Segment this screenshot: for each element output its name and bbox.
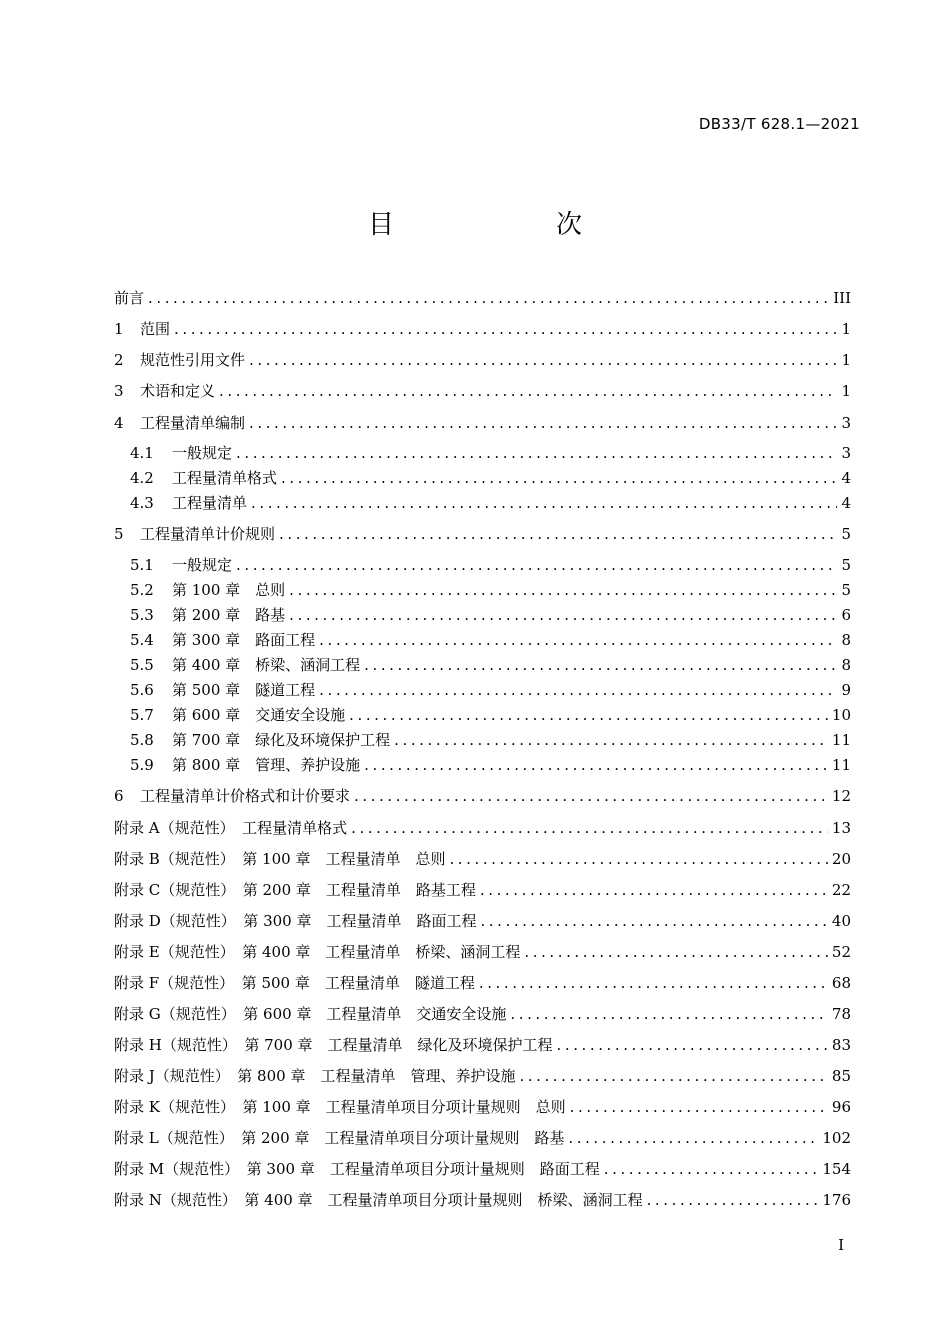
toc-entry-title: 附录 K（规范性） 第 100 章 工程量清单项目分项计量规则 总则 [114,1098,566,1116]
toc-dot-leader [148,287,829,309]
toc-entry-page: 22 [831,881,851,899]
toc-entry[interactable] [114,412,851,434]
toc-entry-page: 52 [831,943,851,961]
toc-entry-number: 4 [114,414,124,432]
toc-entry-title: 工程量清单 [172,494,248,512]
toc-entry-page: 3 [841,414,851,432]
toc-entry-title: 第 700 章 绿化及环境保护工程 [172,731,391,749]
toc-dot-leader [647,1189,819,1211]
toc-entry-title: 第 800 章 管理、养护设施 [172,756,361,774]
toc-entry[interactable] [130,442,851,464]
toc-entry-page: 1 [841,320,851,338]
toc-entry-page: 8 [841,631,851,649]
toc-entry-number: 5.3 [130,606,154,624]
toc-entry-page: 1 [841,351,851,369]
toc-entry-number: 5 [114,525,124,543]
toc-entry[interactable] [130,729,851,751]
toc-dot-leader [364,754,828,776]
toc-dot-leader [281,467,837,489]
toc-entry-page: 11 [831,756,851,774]
toc-entry[interactable] [130,604,851,626]
toc-entry-title: 一般规定 [172,444,233,462]
toc-dot-leader [289,604,837,626]
toc-entry-number: 4.3 [130,494,154,512]
toc-entry[interactable] [114,287,851,309]
toc-entry-page: III [833,289,851,307]
toc-dot-leader [519,1065,827,1087]
toc-entry-title: 附录 F（规范性） 第 500 章 工程量清单 隧道工程 [114,974,475,992]
toc-dot-leader [524,941,828,963]
table-of-contents [114,0,851,1344]
toc-entry-number: 5.7 [130,706,154,724]
toc-entry-title: 第 100 章 总则 [172,581,286,599]
toc-entry-title: 附录 E（规范性） 第 400 章 工程量清单 桥梁、涵洞工程 [114,943,521,961]
toc-entry[interactable] [130,629,851,651]
toc-entry-number: 4.1 [130,444,154,462]
toc-entry[interactable] [114,1158,851,1180]
toc-entry-page: 10 [831,706,851,724]
toc-entry[interactable] [114,785,851,807]
toc-entry-title: 附录 B（规范性） 第 100 章 工程量清单 总则 [114,850,446,868]
toc-dot-leader [394,729,828,751]
toc-entry-page: 12 [831,787,851,805]
toc-entry[interactable] [114,1127,851,1149]
toc-entry-title: 附录 G（规范性） 第 600 章 工程量清单 交通安全设施 [114,1005,507,1023]
toc-dot-leader [604,1158,819,1180]
toc-entry[interactable] [130,554,851,576]
toc-entry-title: 工程量清单格式 [172,469,278,487]
toc-entry-title: 前言 [114,289,145,307]
toc-entry-page: 5 [841,581,851,599]
standard-code: DB33/T 628.1—2021 [698,115,860,133]
toc-entry[interactable] [130,467,851,489]
toc-entry-title: 一般规定 [172,556,233,574]
toc-dot-leader [319,679,837,701]
toc-entry-page: 83 [831,1036,851,1054]
toc-entry-page: 78 [831,1005,851,1023]
toc-entry-title: 第 200 章 路基 [172,606,286,624]
page-title: 目 次 [367,210,650,240]
toc-entry[interactable] [114,879,851,901]
toc-entry-number: 5.4 [130,631,154,649]
toc-entry[interactable] [114,1065,851,1087]
toc-entry-title: 第 300 章 路面工程 [172,631,316,649]
toc-entry-title: 范围 [140,320,171,338]
toc-entry-number: 5.9 [130,756,154,774]
toc-dot-leader [279,523,837,545]
toc-entry-page: 13 [831,819,851,837]
toc-entry-title: 附录 M（规范性） 第 300 章 工程量清单项目分项计量规则 路面工程 [114,1160,600,1178]
toc-entry-number: 5.8 [130,731,154,749]
toc-dot-leader [249,349,837,371]
toc-dot-leader [289,579,837,601]
toc-entry[interactable] [114,972,851,994]
toc-entry-page: 5 [841,556,851,574]
toc-entry[interactable] [114,318,851,340]
toc-dot-leader [349,704,828,726]
toc-entry-page: 20 [831,850,851,868]
toc-entry-page: 154 [822,1160,851,1178]
toc-entry[interactable] [114,1096,851,1118]
toc-entry-page: 102 [822,1129,851,1147]
toc-entry-number: 1 [114,320,124,338]
toc-dot-leader [364,654,837,676]
toc-dot-leader [510,1003,827,1025]
toc-entry-title: 第 600 章 交通安全设施 [172,706,346,724]
toc-entry-number: 6 [114,787,124,805]
toc-entry-number: 5.2 [130,581,154,599]
toc-entry[interactable] [114,380,851,402]
toc-entry-page: 85 [831,1067,851,1085]
toc-entry-title: 附录 J（规范性） 第 800 章 工程量清单 管理、养护设施 [114,1067,516,1085]
toc-entry-number: 2 [114,351,124,369]
toc-entry[interactable] [114,817,851,839]
toc-entry-title: 附录 L（规范性） 第 200 章 工程量清单项目分项计量规则 路基 [114,1129,565,1147]
toc-entry-page: 8 [841,656,851,674]
toc-entry-number: 5.6 [130,681,154,699]
toc-entry[interactable] [114,1189,851,1211]
toc-entry[interactable] [114,910,851,932]
toc-entry-page: 40 [831,912,851,930]
toc-entry-page: 68 [831,974,851,992]
toc-entry-title: 规范性引用文件 [140,351,246,369]
toc-dot-leader [480,879,828,901]
toc-entry[interactable] [114,1003,851,1025]
toc-entry-page: 9 [841,681,851,699]
toc-entry[interactable] [114,1034,851,1056]
toc-entry[interactable] [130,654,851,676]
toc-dot-leader [319,629,837,651]
toc-dot-leader [568,1127,818,1149]
toc-entry-title: 工程量清单计价格式和计价要求 [140,787,351,805]
toc-dot-leader [351,817,828,839]
toc-dot-leader [354,785,828,807]
toc-entry-title: 附录 D（规范性） 第 300 章 工程量清单 路面工程 [114,912,477,930]
toc-entry-page: 11 [831,731,851,749]
toc-entry[interactable] [130,754,851,776]
toc-entry[interactable] [114,941,851,963]
toc-dot-leader [479,972,828,994]
toc-entry-title: 附录 C（规范性） 第 200 章 工程量清单 路基工程 [114,881,476,899]
toc-entry-page: 4 [841,494,851,512]
toc-entry[interactable] [114,848,851,870]
toc-dot-leader [480,910,827,932]
toc-dot-leader [557,1034,828,1056]
toc-dot-leader [236,554,837,576]
toc-entry-title: 工程量清单计价规则 [140,525,276,543]
toc-dot-leader [249,412,837,434]
toc-entry-page: 3 [841,444,851,462]
toc-dot-leader [236,442,837,464]
toc-entry[interactable] [114,349,851,371]
toc-entry-title: 第 400 章 桥梁、涵洞工程 [172,656,361,674]
toc-entry-page: 96 [831,1098,851,1116]
page-number: I [838,1236,844,1254]
toc-entry-title: 第 500 章 隧道工程 [172,681,316,699]
toc-entry-title: 附录 H（规范性） 第 700 章 工程量清单 绿化及环境保护工程 [114,1036,553,1054]
toc-entry-number: 4.2 [130,469,154,487]
toc-entry-page: 6 [841,606,851,624]
toc-dot-leader [174,318,837,340]
toc-entry[interactable] [130,679,851,701]
toc-entry-title: 附录 A（规范性） 工程量清单格式 [114,819,348,837]
toc-entry[interactable] [130,492,851,514]
toc-entry[interactable] [114,523,851,545]
toc-entry-number: 3 [114,382,124,400]
toc-entry[interactable] [130,579,851,601]
toc-entry-title: 工程量清单编制 [140,414,246,432]
toc-dot-leader [449,848,827,870]
toc-entry-title: 术语和定义 [140,382,216,400]
toc-dot-leader [251,492,837,514]
toc-entry-page: 4 [841,469,851,487]
toc-entry-number: 5.5 [130,656,154,674]
toc-entry-page: 1 [841,382,851,400]
toc-entry-title: 附录 N（规范性） 第 400 章 工程量清单项目分项计量规则 桥梁、涵洞工程 [114,1191,643,1209]
toc-entry-page: 176 [822,1191,851,1209]
toc-dot-leader [570,1096,828,1118]
toc-entry[interactable] [130,704,851,726]
toc-dot-leader [219,380,837,402]
toc-entry-page: 5 [841,525,851,543]
toc-entry-number: 5.1 [130,556,154,574]
